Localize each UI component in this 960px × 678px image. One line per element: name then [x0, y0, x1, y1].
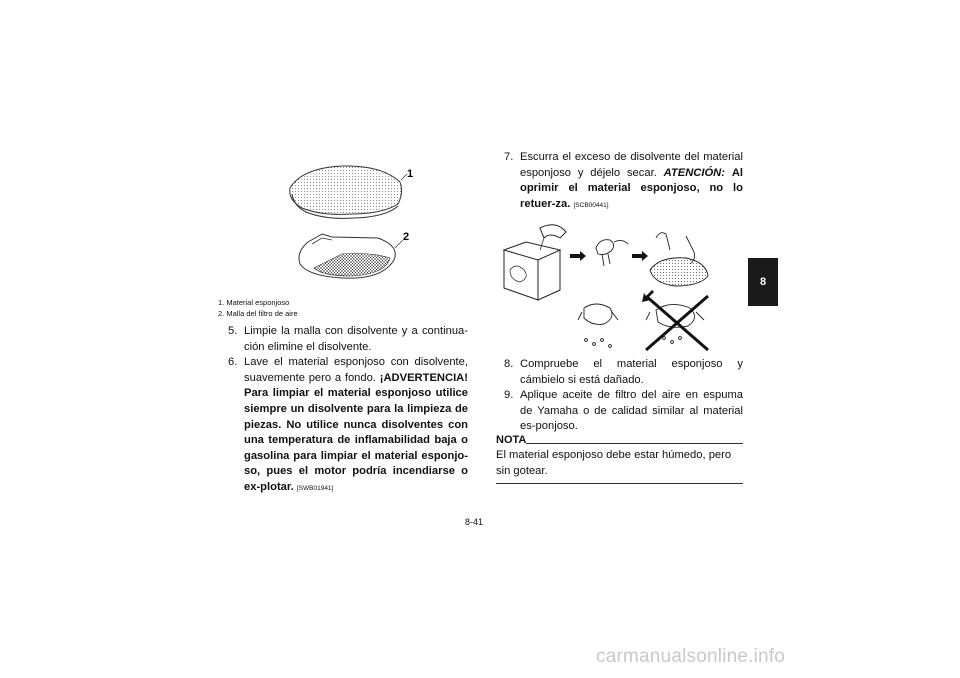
step-9 — [496, 388, 743, 435]
solvent-container — [504, 225, 566, 300]
note-label: NOTA — [496, 434, 527, 446]
mesh-element — [299, 234, 395, 278]
note-text: El material esponjoso debe estar húmedo, pero sin gotear. — [496, 449, 732, 477]
step-number: 8. — [504, 358, 514, 370]
caution-label: ATENCIÓN: — [663, 166, 725, 179]
step-number: 9. — [504, 389, 514, 402]
left-column — [220, 324, 468, 497]
prohibited-cross-icon — [646, 296, 708, 350]
air-filter-diagram — [282, 160, 422, 290]
callout-2: 2 — [403, 231, 410, 243]
caption-1: 1. Material esponjoso — [218, 298, 290, 307]
step-text: Lave el material esponjoso con disolvente, suavemente pero a fondo. — [244, 356, 468, 384]
callout-1: 1 — [407, 168, 414, 180]
foam-element — [290, 166, 402, 218]
step-number: 5. — [228, 325, 238, 337]
cleaning-procedure-diagram — [500, 220, 745, 360]
warning-text: ¡ADVERTENCIA! Para limpiar el material esponjoso utilice siempre un disolvente para la limpieza de piezas. No utilice nunca disolventes con una temperatura de inflamabilidad baja o gasolina para limpiar el material esponjo-so, pues el motor podría incendiarse o ex-plotar. — [244, 371, 468, 493]
reference-code: [SWB01941] — [296, 484, 334, 492]
right-column-lower — [496, 357, 743, 435]
press-hands — [578, 304, 618, 347]
watermark: carmanualsonline.info — [596, 646, 786, 667]
page-number: 8-41 — [465, 517, 484, 527]
step-5 — [220, 324, 468, 355]
step-text: Escurra el exceso de disolvente del material esponjoso y déjelo secar. — [520, 151, 743, 179]
caption-2: 2. Malla del filtro de aire — [218, 309, 298, 318]
note-rule — [526, 443, 743, 444]
step-number: 7. — [504, 151, 514, 163]
arrow-icon — [632, 251, 648, 261]
arrow-icon — [570, 251, 586, 261]
step-number: 6. — [228, 356, 238, 369]
step-text: Limpie la malla con disolvente y a continua-ción elimine el disolvente. — [244, 325, 468, 353]
figure-captions — [218, 297, 298, 319]
reference-code: [SCB00441] — [573, 201, 609, 209]
step-text: Aplique aceite de filtro del aire en espuma de Yamaha o de calidad similar al material es-ponjoso. — [520, 389, 743, 433]
note-header — [496, 434, 743, 448]
dipping-hands — [650, 233, 708, 286]
note-bottom-rule — [496, 483, 743, 484]
step-text: Compruebe el material esponjoso y cámbielo si está dañado. — [520, 358, 743, 386]
caution-text: Al oprimir el material esponjoso, no lo retuer-za. — [520, 166, 744, 210]
chapter-tab: 8 — [748, 258, 778, 306]
squeeze-hands — [596, 240, 628, 266]
step-8 — [496, 357, 743, 388]
right-column — [496, 150, 743, 213]
step-7 — [496, 150, 743, 213]
step-6 — [220, 355, 468, 496]
